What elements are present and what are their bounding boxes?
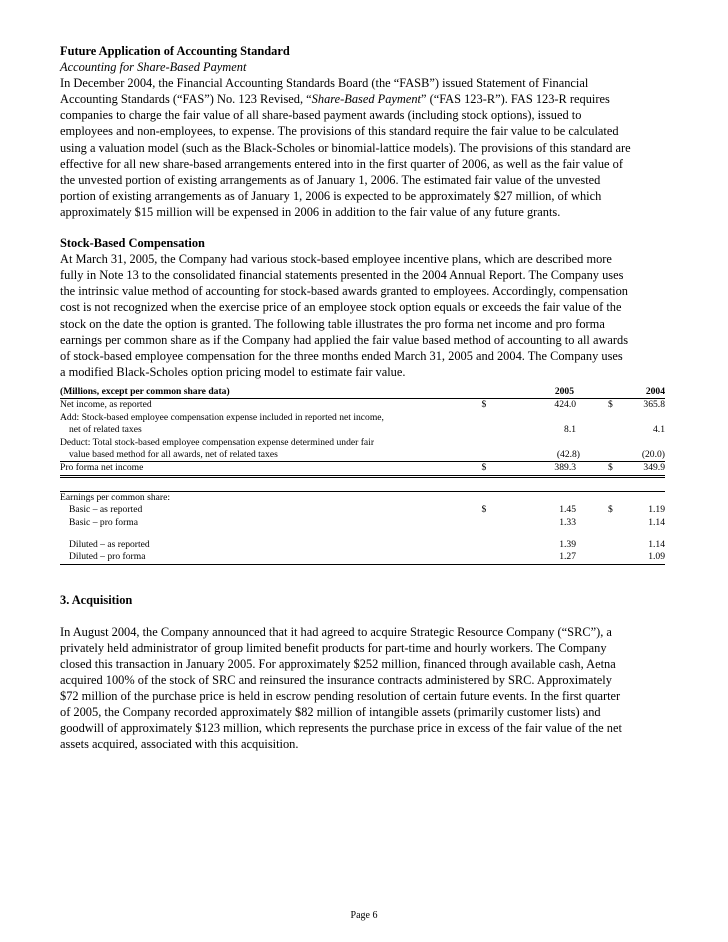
table-row — [60, 437, 665, 449]
row-label: Basic – as reported — [69, 504, 143, 516]
acquisition-line: privately held administrator of group limited benefit products for part-time and hourly workers. The Company — [60, 640, 607, 655]
sbc-line: stock on the date the option is granted. The following table illustrates the pro forma net income and pro forma — [60, 316, 605, 331]
fas-line: employees and non-employees, to expense. The provisions of this standard require the fair value to be calculated — [60, 124, 619, 139]
acquisition-line: goodwill of approximately $123 million, which represents the purchase price in excess of the fair value of the net — [60, 721, 622, 736]
row-value-2005: (42.8) — [482, 449, 596, 462]
row-label: value based method for all awards, net of related taxes — [60, 449, 482, 462]
acquisition-line: of 2005, the Company recorded approximately $82 million of intangible assets (primarily customer lists) and — [60, 705, 601, 720]
table-row — [60, 551, 665, 564]
row-label: Basic – pro forma — [69, 516, 139, 528]
sbc-line: cost is not recognized when the exercise price of an employee stock option equals or exceeds the fair value of the — [60, 300, 622, 315]
sbc-line: a modified Black-Scholes option pricing model to estimate fair value. — [60, 364, 406, 379]
row-label: Pro forma net income — [60, 462, 482, 476]
acquisition-title: 3. Acquisition — [60, 592, 133, 607]
table-row — [60, 424, 665, 436]
table-row-total — [60, 462, 665, 476]
row-value-2005: $ 1.45 — [481, 504, 577, 516]
row-label: Earnings per common share: — [60, 491, 482, 504]
table-spacer — [60, 529, 665, 539]
fas-line: the unvested portion of existing arrangements as of January 1, 2006. The estimated fair value of the unvested — [60, 172, 601, 187]
row-value-2004: (20.0) — [596, 449, 665, 462]
row-value-2005: 1.33 — [559, 516, 577, 528]
acquisition-paragraph — [60, 624, 665, 753]
fas-line: companies to charge the fair value of all share-based payment awards (including stock options), issued to — [60, 108, 582, 123]
row-label: Diluted – as reported — [69, 538, 150, 550]
row-value-2005: 8.1 — [564, 424, 577, 436]
fas-line: using a valuation model (such as the Black-Scholes or binomial-lattice models). The provisions of this standard are — [60, 140, 631, 155]
table-row — [60, 399, 665, 412]
table-row — [60, 539, 665, 551]
acquisition-line: $72 million of the purchase price is held in escrow pending resolution of certain future events. In the first quarter — [60, 689, 621, 704]
fas-section — [60, 43, 665, 220]
table-row — [60, 504, 665, 516]
table-header-2004: 2004 — [596, 386, 665, 399]
sbc-line: At March 31, 2005, the Company had various stock-based employee incentive plans, which are described more — [60, 252, 612, 267]
fas-line: In December 2004, the Financial Accounting Standards Board (the “FASB”) issued Statement of Financial — [60, 76, 589, 91]
row-label: Diluted – pro forma — [60, 551, 482, 564]
sbc-line: of stock-based employee compensation for the three months ended March 31, 2005 and 2004. The Company uses — [60, 348, 623, 363]
row-value-2005: $ 424.0 — [481, 399, 577, 411]
document-page — [60, 43, 665, 753]
fas-line: approximately $15 million will be expensed in 2006 in addition to the fair value of any future grants. — [60, 204, 561, 219]
acquisition-line: closed this transaction in January 2005. For approximately $252 million, financed through available cash, Aetna — [60, 656, 616, 671]
table-header-row — [60, 386, 665, 399]
row-value-2004: 4.1 — [653, 424, 665, 436]
sbc-line: fully in Note 13 to the consolidated financial statements presented in the 2004 Annual Report. The Company uses — [60, 268, 624, 283]
sbc-section — [60, 235, 665, 380]
row-label: Net income, as reported — [60, 399, 152, 411]
fas-paragraph — [60, 75, 665, 220]
row-value-2005: 1.39 — [559, 538, 577, 550]
table-row — [60, 412, 665, 424]
fas-line: effective for all new share-based arrangements entered into in the first quarter of 2006, as well as the fair value of — [60, 156, 623, 171]
table-row — [60, 491, 665, 504]
sbc-line: the intrinsic value method of accounting for stock-based awards granted to employees. Accordingly, compensation — [60, 284, 628, 299]
row-value-2005: $ 389.3 — [482, 462, 596, 476]
sbc-line: earnings per common share as if the Company had applied the fair value based method of accounting to all awards — [60, 332, 629, 347]
row-label: net of related taxes — [69, 424, 142, 436]
row-value-2004: $ 349.9 — [596, 462, 665, 476]
table-row — [60, 517, 665, 529]
table-row — [60, 449, 665, 462]
row-value-2004: 1.14 — [648, 516, 665, 528]
table-header-2005: 2005 — [482, 386, 596, 399]
table-spacer — [60, 476, 665, 491]
acquisition-line: assets acquired, associated with this acquisition. — [60, 737, 299, 752]
row-label: Add: Stock-based employee compensation expense included in reported net income, — [60, 411, 384, 423]
pro-forma-table — [60, 386, 665, 565]
acquisition-line: acquired 100% of the stock of SRC and reinsured the insurance contracts administered by SRC. Approximately — [60, 673, 612, 688]
row-value-2004: $ 1.19 — [608, 504, 665, 516]
fas-title: Future Application of Accounting Standard — [60, 44, 290, 58]
fas-subtitle: Accounting for Share-Based Payment — [60, 60, 247, 75]
sbc-title: Stock-Based Compensation — [60, 236, 205, 251]
table-header-label: (Millions, except per common share data) — [60, 386, 482, 399]
row-value-2004: 1.14 — [648, 538, 665, 550]
row-value-2004: $ 365.8 — [608, 399, 665, 411]
fas-line: portion of existing arrangements as of January 1, 2006 is expected to be approximately $27 million, of which — [60, 188, 602, 203]
row-label: Deduct: Total stock-based employee compensation expense determined under fair — [60, 436, 375, 448]
row-value-2005: 1.27 — [482, 551, 596, 564]
acquisition-line: In August 2004, the Company announced that it had agreed to acquire Strategic Resource Company (“SRC”), a — [60, 624, 612, 639]
row-value-2004: 1.09 — [596, 551, 665, 564]
fas-line: Accounting Standards (“FAS”) No. 123 Revised, “Share-Based Payment” (“FAS 123-R”). FAS 123-R requires — [60, 92, 610, 107]
page-number: Page 6 — [350, 910, 378, 921]
